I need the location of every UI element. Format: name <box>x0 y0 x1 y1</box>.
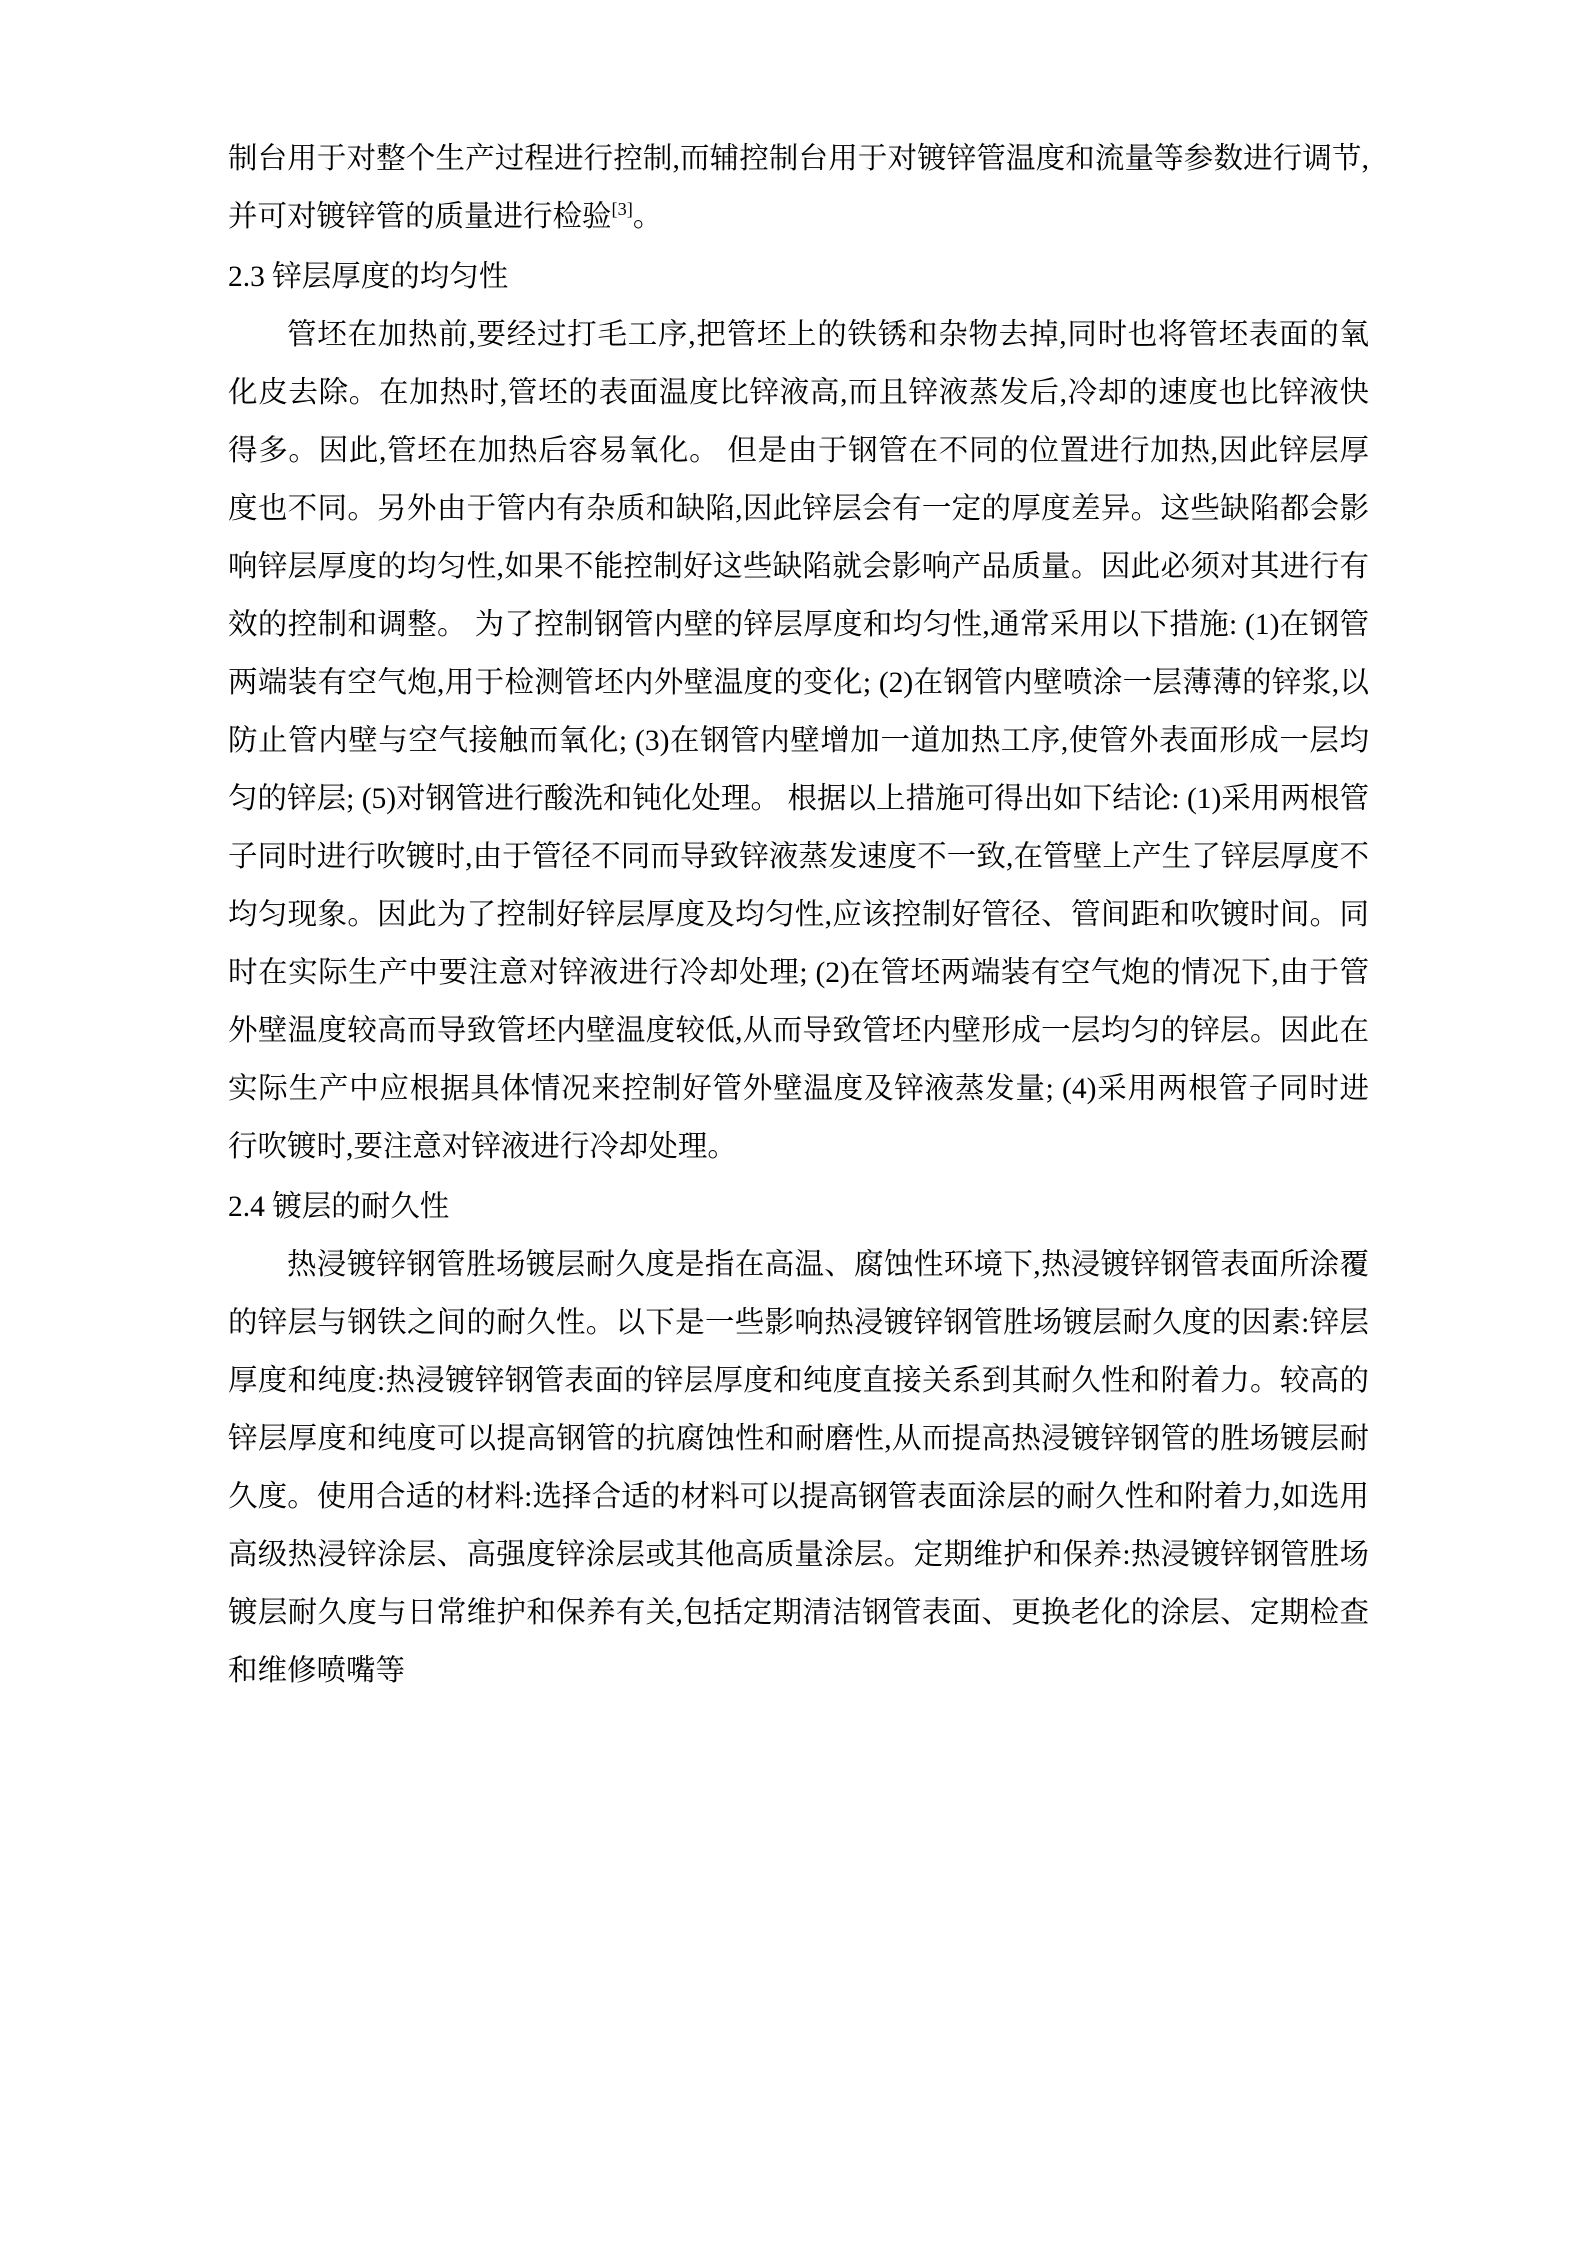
section-heading-2-4: 2.4 镀层的耐久性 <box>228 1191 450 1223</box>
reference-marker: [3] <box>611 199 633 220</box>
document-body <box>228 130 1369 1700</box>
paragraph-continued <box>228 130 1369 246</box>
paragraph-continued-text: 制台用于对整个生产过程进行控制,而辅控制台用于对镀锌管温度和流量等参数进行调节,并可对镀锌管的质量进行检验 <box>228 143 1369 233</box>
paragraph-continued-tail: 。 <box>632 201 663 233</box>
paragraph-section-2-3: 管坯在加热前,要经过打毛工序,把管坯上的铁锈和杂物去掉,同时也将管坯表面的氧化皮去除。在加热时,管坯的表面温度比锌液高,而且锌液蒸发后,冷却的速度也比锌液快得多。因此,管坯在加热后容易氧化。 但是由于钢管在不同的位置进行加热,因此锌层厚度也不同。另外由于管内有杂质和缺陷,因此锌层会有一定的厚度差异。这些缺陷都会影响锌层厚度的均匀性,如果不能控制好这些缺陷就会影响产品质量。因此必须对其进行有效的控制和调整。 为了控制钢管内壁的锌层厚度和均匀性,通常采用以下措施: (1)在钢管两端装有空气炮,用于检测管坯内外壁温度的变化; (2)在钢管内壁喷涂一层薄薄的锌浆,以防止管内壁与空气接触而氧化; (3)在钢管内壁增加一道加热工序,使管外表面形成一层均匀的锌层; (5)对钢管进行酸洗和钝化处理。 根据以上措施可得出如下结论: (1)采用两根管子同时进行吹镀时,由于管径不同而导致锌液蒸发速度不一致,在管壁上产生了锌层厚度不均匀现象。因此为了控制好锌层厚度及均匀性,应该控制好管径、管间距和吹镀时间。同时在实际生产中要注意对锌液进行冷却处理; (2)在管坯两端装有空气炮的情况下,由于管外壁温度较高而导致管坯内壁温度较低,从而导致管坯内壁形成一层均匀的锌层。因此在实际生产中应根据具体情况来控制好管外壁温度及锌液蒸发量; (4)采用两根管子同时进行吹镀时,要注意对锌液进行冷却处理。 <box>228 319 1370 1163</box>
section-heading-2-3: 2.3 锌层厚度的均匀性 <box>228 261 509 293</box>
paragraph-section-2-4: 热浸镀锌钢管胜场镀层耐久度是指在高温、腐蚀性环境下,热浸镀锌钢管表面所涂覆的锌层与钢铁之间的耐久性。以下是一些影响热浸镀锌钢管胜场镀层耐久度的因素:锌层厚度和纯度:热浸镀锌钢管表面的锌层厚度和纯度直接关系到其耐久性和附着力。较高的锌层厚度和纯度可以提高钢管的抗腐蚀性和耐磨性,从而提高热浸镀锌钢管的胜场镀层耐久度。使用合适的材料:选择合适的材料可以提高钢管表面涂层的耐久性和附着力,如选用高级热浸锌涂层、高强度锌涂层或其他高质量涂层。定期维护和保养:热浸镀锌钢管胜场镀层耐久度与日常维护和保养有关,包括定期清洁钢管表面、更换老化的涂层、定期检查和维修喷嘴等 <box>228 1249 1369 1687</box>
